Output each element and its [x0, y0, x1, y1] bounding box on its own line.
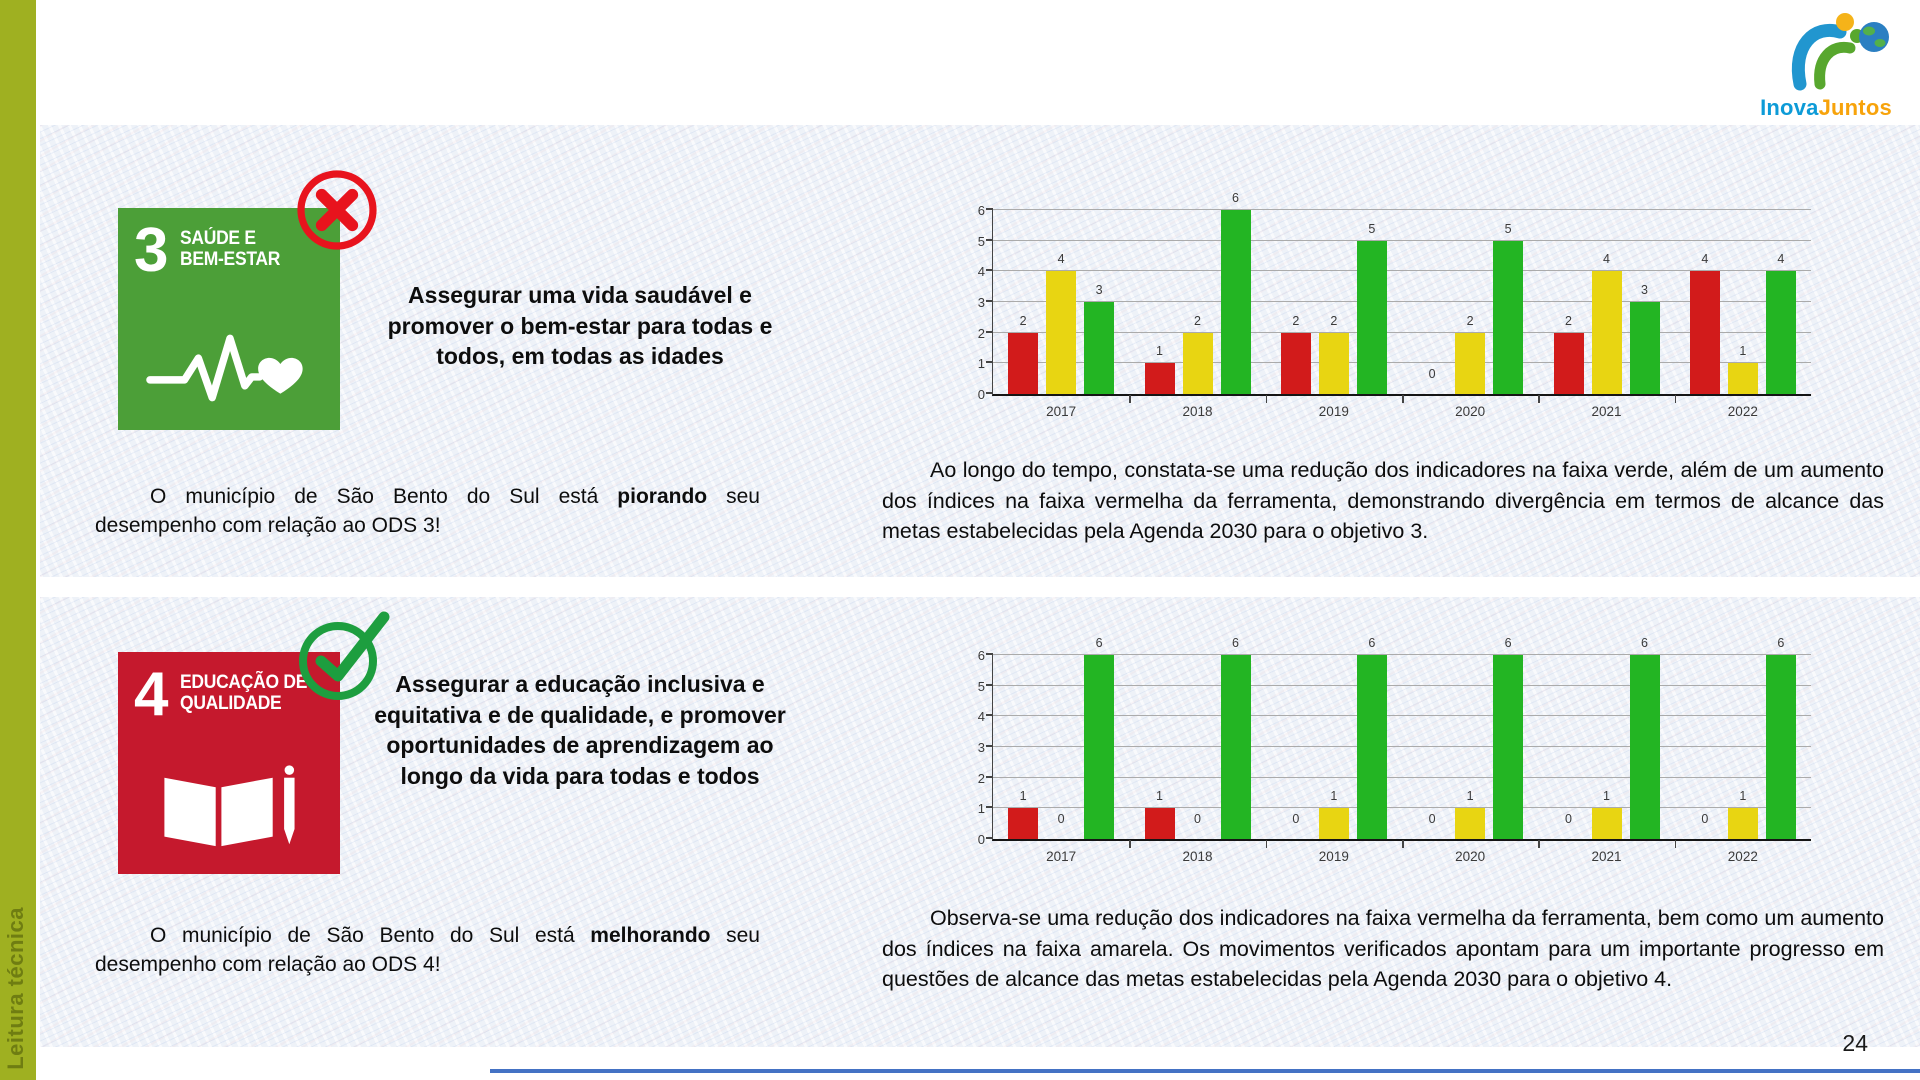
ods4-status-keyword: melhorando: [590, 924, 711, 947]
bar-value-label: 6: [1777, 636, 1785, 650]
ods3-heading: Assegurar uma vida saudável e promover o bem-estar para todas e todos, em todas as idades: [387, 282, 773, 370]
bar-value-label: 1: [1603, 789, 1610, 804]
x-axis-tick: [1266, 395, 1268, 403]
bar-value-label: 3: [1095, 283, 1103, 297]
bar-value-label: 5: [1368, 221, 1376, 236]
bar-value-label: 1: [1156, 789, 1163, 804]
bar-value-label: 4: [1057, 252, 1065, 267]
chart-plot-area: [977, 191, 1811, 419]
gridline: [993, 270, 1811, 271]
x-axis-tick: [1675, 840, 1677, 848]
gridline: [993, 654, 1811, 655]
gridline: [993, 807, 1811, 808]
bar-value-label: 6: [1095, 636, 1103, 650]
y-axis-tick: [986, 745, 993, 747]
x-axis-tick-label: 2020: [1455, 849, 1486, 864]
bar-value-label: 1: [1330, 789, 1338, 804]
logo-word-inova: Inova: [1760, 95, 1819, 120]
ods3-status-text: O município de São Bento do Sul está piorando seu desempenho com relação ao ODS 3!: [95, 485, 760, 537]
y-axis-tick-label: 2: [977, 770, 985, 786]
bar-faixa-verde-2018: [1221, 210, 1251, 394]
bar-value-label: 5: [1504, 221, 1512, 236]
x-axis-tick-label: 2022: [1727, 849, 1758, 864]
bar-faixa-vermelha-2018: [1145, 363, 1175, 394]
bar-value-label: 4: [1701, 252, 1709, 267]
cross-stamp-icon: [292, 165, 382, 255]
ods4-number: 4: [134, 660, 169, 729]
bar-faixa-verde-2017: [1084, 302, 1114, 394]
bar-value-label: 2: [1019, 313, 1027, 328]
x-axis-tick-label: 2018: [1182, 404, 1213, 419]
x-axis-tick: [1129, 840, 1131, 848]
bar-value-label: 2: [1565, 313, 1572, 328]
bar-faixa-verde-2021: [1630, 655, 1660, 839]
ods4-heading: Assegurar a educação inclusiva e equitativa e de qualidade, e promover oportunidades de aprendizagem ao longo da vida para todas e todos: [374, 671, 786, 789]
y-axis-tick: [986, 239, 993, 241]
x-axis-tick: [1402, 840, 1404, 848]
bottom-accent-line: [490, 1069, 1920, 1073]
bar-faixa-verde-2021: [1630, 302, 1660, 394]
y-axis-tick-label: 0: [977, 832, 985, 847]
ods4-status-text: O município de São Bento do Sul está melhorando seu desempenho com relação ao ODS 4!: [95, 924, 760, 976]
ods3-status-keyword: piorando: [617, 485, 708, 508]
bar-faixa-vermelha-2017: [1008, 808, 1038, 839]
bar-faixa-verde-2022: [1766, 655, 1796, 839]
y-axis-tick: [986, 776, 993, 778]
y-axis-tick-label: 5: [977, 678, 985, 694]
y-axis-tick-label: 3: [977, 295, 985, 310]
gridline: [993, 777, 1811, 778]
bar-faixa-amarela-2021: [1592, 271, 1622, 394]
x-axis-tick-label: 2021: [1591, 849, 1622, 864]
y-axis-tick-label: 3: [977, 740, 985, 755]
bar-faixa-verde-2020: [1493, 241, 1523, 394]
bar-faixa-amarela-2020: [1455, 333, 1485, 394]
y-axis-tick: [986, 653, 993, 655]
ods3-number: 3: [134, 216, 169, 285]
y-axis-tick-label: 6: [977, 203, 985, 218]
y-axis-tick-label: 1: [977, 356, 985, 372]
bar-value-label: 6: [1368, 636, 1376, 650]
bar-value-label: 2: [1194, 313, 1201, 328]
heartbeat-icon: [118, 322, 340, 414]
gridline: [993, 715, 1811, 716]
bar-faixa-vermelha-2019: [1281, 333, 1311, 394]
bar-faixa-verde-2020: [1493, 655, 1523, 839]
x-axis-tick-label: 2017: [1046, 849, 1077, 864]
section-ods4: [40, 597, 1920, 1047]
y-axis-tick: [986, 684, 993, 686]
bar-faixa-vermelha-2017: [1008, 333, 1038, 394]
sidebar-label: Leitura técnica: [3, 907, 28, 1070]
bar-value-label: 0: [1428, 812, 1436, 826]
x-axis-tick-label: 2019: [1318, 404, 1349, 419]
bar-value-label: 3: [1641, 283, 1648, 297]
book-icon: [118, 762, 340, 858]
bar-faixa-vermelha-2021: [1554, 333, 1584, 394]
ods3-title: SAÚDE E BEM-ESTAR: [180, 228, 281, 270]
y-axis-tick-label: 4: [977, 264, 985, 280]
bar-value-label: 2: [1330, 313, 1338, 328]
gridline: [993, 332, 1811, 333]
bar-faixa-verde-2018: [1221, 655, 1251, 839]
bar-faixa-amarela-2022: [1728, 363, 1758, 394]
inovajuntos-logo-icon: [1748, 8, 1904, 92]
bar-value-label: 1: [1019, 789, 1027, 804]
y-axis-tick-label: 6: [977, 648, 985, 663]
bar-value-label: 2: [1466, 313, 1474, 328]
ods4-bar-chart: [937, 636, 1867, 888]
gridline: [993, 209, 1811, 210]
gridline: [993, 746, 1811, 747]
bar-faixa-amarela-2021: [1592, 808, 1622, 839]
bar-faixa-amarela-2018: [1183, 333, 1213, 394]
bar-value-label: 0: [1194, 812, 1201, 826]
section-ods3: [40, 125, 1920, 577]
bar-value-label: 0: [1057, 812, 1065, 826]
x-axis-tick: [1538, 840, 1540, 848]
y-axis-tick: [986, 392, 993, 394]
bar-value-label: 2: [1292, 313, 1300, 328]
y-axis-tick-label: 2: [977, 325, 985, 341]
gridline: [993, 362, 1811, 363]
bar-value-label: 1: [1466, 789, 1474, 804]
bar-value-label: 1: [1739, 789, 1747, 804]
x-axis-tick-label: 2022: [1727, 404, 1758, 419]
y-axis-tick: [986, 714, 993, 716]
x-axis-tick: [1402, 395, 1404, 403]
y-axis-tick: [986, 837, 993, 839]
bar-faixa-amarela-2019: [1319, 808, 1349, 839]
bar-faixa-vermelha-2022: [1690, 271, 1720, 394]
x-axis-tick-label: 2021: [1591, 404, 1622, 419]
y-axis-tick: [986, 208, 993, 210]
bar-faixa-amarela-2019: [1319, 333, 1349, 394]
x-axis-tick-label: 2018: [1182, 849, 1213, 864]
x-axis-tick: [1538, 395, 1540, 403]
page-number: 24: [1842, 1030, 1868, 1056]
bar-value-label: 6: [1504, 636, 1512, 650]
bar-faixa-verde-2019: [1357, 655, 1387, 839]
x-axis-tick-label: 2019: [1318, 849, 1349, 864]
bar-value-label: 0: [1701, 812, 1709, 826]
bar-value-label: 0: [1565, 812, 1572, 826]
bar-faixa-verde-2019: [1357, 241, 1387, 394]
y-axis-tick: [986, 806, 993, 808]
inovajuntos-logo: [1748, 8, 1904, 119]
ods4-title: EDUCAÇÃO DE QUALIDADE: [180, 672, 308, 714]
ods3-analysis-text: Ao longo do tempo, constata-se uma redução dos indicadores na faixa verde, além de um aumento dos índices na faixa vermelha da ferramenta, demonstrando divergência em termos de alcance das metas estabelecidas pela Agenda 2030 para o objetivo 3.: [882, 458, 1884, 544]
ods4-analysis-text: Observa-se uma redução dos indicadores na faixa vermelha da ferramenta, bem como um aumento dos índices na faixa amarela. Os movimentos verificados apontam para um importante progresso em questões de alcance das metas estabelecidas pela Agenda 2030 para o objetivo 4.: [882, 906, 1884, 992]
ods3-bar-chart: [937, 191, 1867, 443]
x-axis-tick-label: 2020: [1455, 404, 1486, 419]
sidebar: [0, 0, 36, 1080]
chart-plot-area: [977, 636, 1811, 864]
y-axis-tick: [986, 361, 993, 363]
y-axis-tick: [986, 269, 993, 271]
bar-faixa-amarela-2022: [1728, 808, 1758, 839]
x-axis-tick: [1675, 395, 1677, 403]
bar-value-label: 0: [1292, 812, 1300, 826]
y-axis-tick: [986, 300, 993, 302]
bar-value-label: 6: [1232, 191, 1239, 205]
bar-faixa-verde-2022: [1766, 271, 1796, 394]
bar-value-label: 4: [1777, 252, 1785, 267]
bar-value-label: 0: [1428, 367, 1436, 381]
x-axis-tick: [1266, 840, 1268, 848]
bar-value-label: 4: [1603, 252, 1610, 267]
x-axis-tick-label: 2017: [1046, 404, 1077, 419]
gridline: [993, 685, 1811, 686]
logo-wordmark: [1748, 97, 1904, 119]
bar-faixa-verde-2017: [1084, 655, 1114, 839]
logo-word-juntos: Juntos: [1818, 95, 1892, 120]
bar-faixa-vermelha-2018: [1145, 808, 1175, 839]
bar-value-label: 6: [1641, 636, 1648, 650]
y-axis-tick-label: 0: [977, 387, 985, 402]
bar-value-label: 1: [1156, 344, 1163, 359]
y-axis-tick-label: 1: [977, 801, 985, 817]
bar-value-label: 1: [1739, 344, 1747, 359]
gridline: [993, 301, 1811, 302]
gridline: [993, 240, 1811, 241]
y-axis-tick-label: 4: [977, 709, 985, 725]
bar-faixa-amarela-2020: [1455, 808, 1485, 839]
y-axis-tick-label: 5: [977, 233, 985, 249]
bar-value-label: 6: [1232, 636, 1239, 650]
x-axis-tick: [1129, 395, 1131, 403]
y-axis-tick: [986, 331, 993, 333]
bar-faixa-amarela-2017: [1046, 271, 1076, 394]
